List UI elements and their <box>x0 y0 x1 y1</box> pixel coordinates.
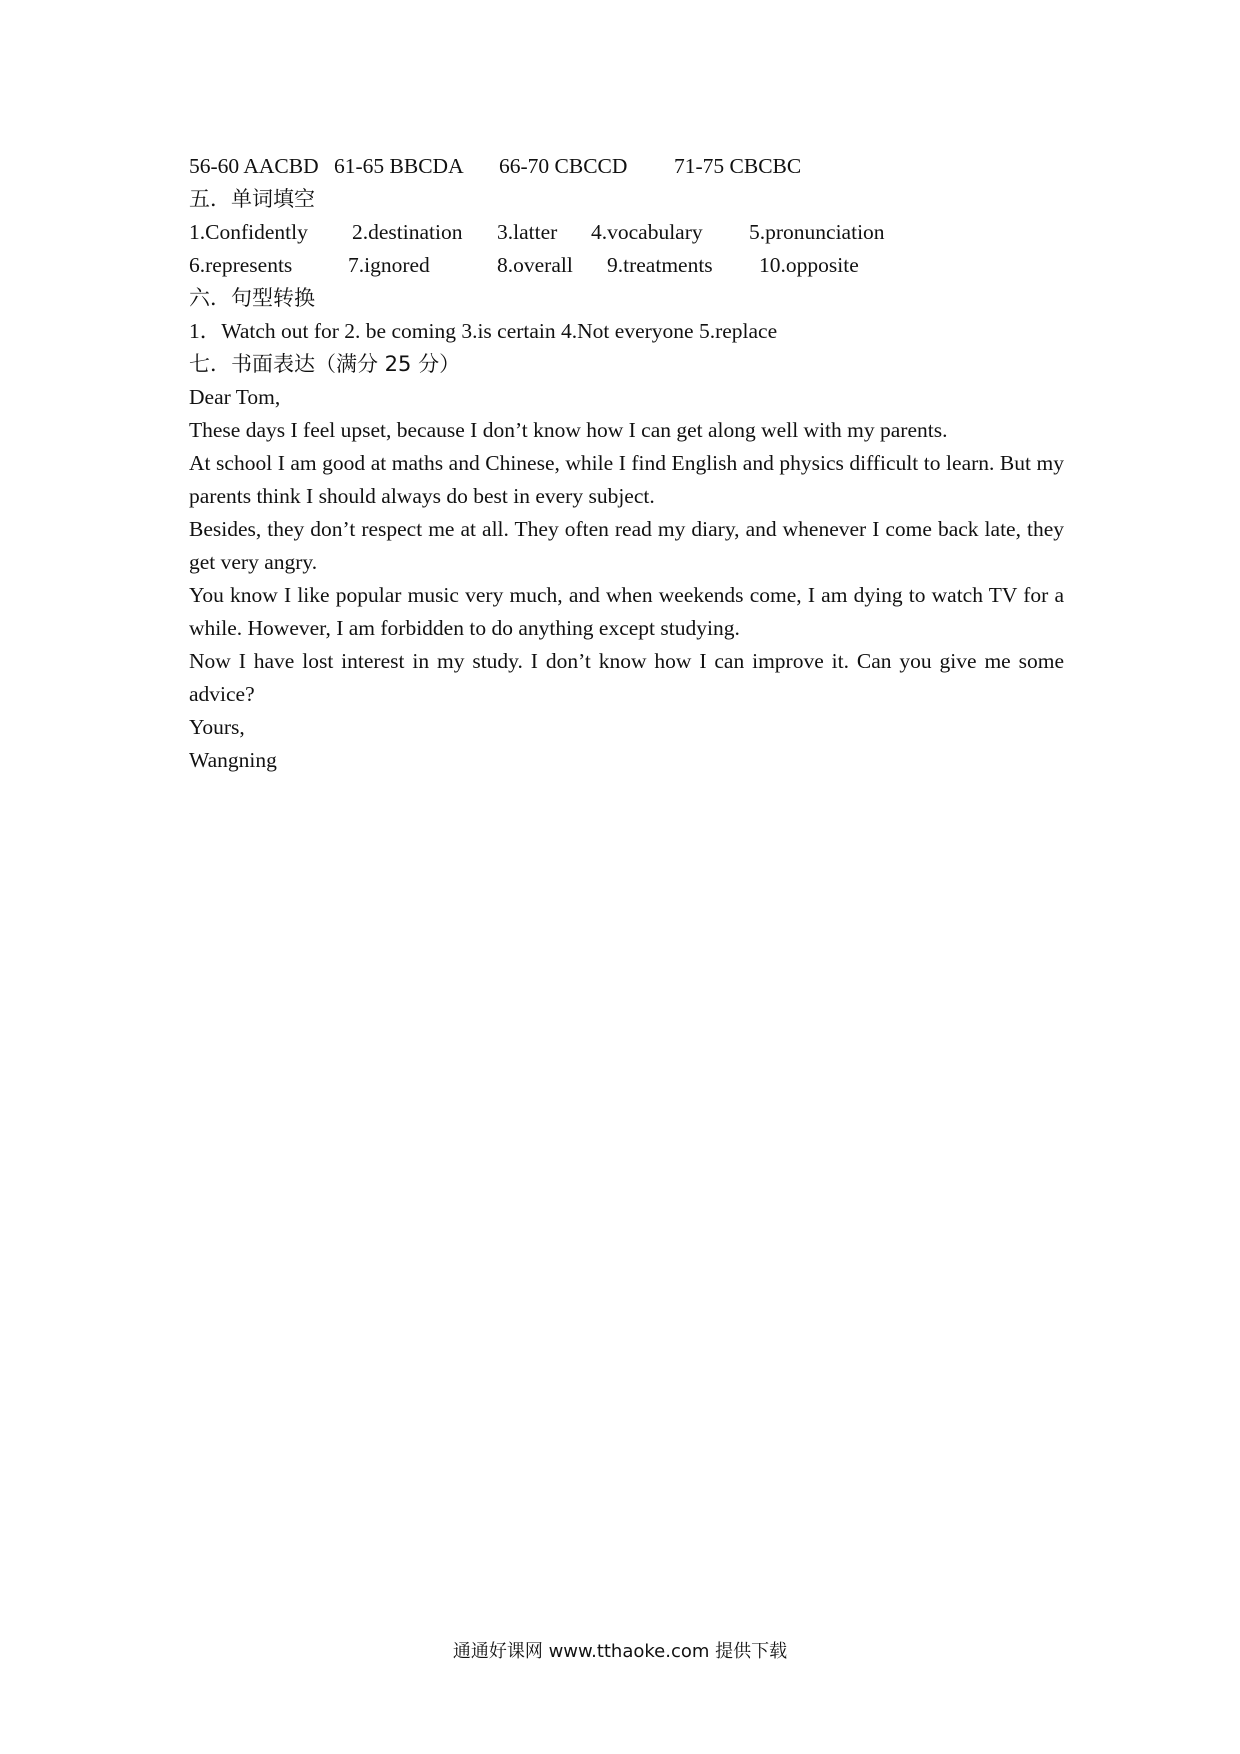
word-answer-5: 5.pronunciation <box>749 220 885 244</box>
word-answer-4: 4.vocabulary <box>591 220 703 244</box>
word-answer-1: 1.Confidently <box>189 220 308 244</box>
section6-heading: 六．句型转换 <box>189 286 315 310</box>
word-answer-10: 10.opposite <box>759 253 859 277</box>
word-answer-2: 2.destination <box>352 220 463 244</box>
word-fill-row-1 <box>189 216 1064 249</box>
mcq-group-2: 61-65 BBCDA <box>334 154 464 178</box>
mcq-group-1: 56-60 AACBD <box>189 154 319 178</box>
word-answer-3: 3.latter <box>497 220 558 244</box>
section5-heading: 五．单词填空 <box>189 187 315 211</box>
mcq-group-4: 71-75 CBCBC <box>674 154 802 178</box>
letter-paragraph-3: Besides, they don’t respect me at all. They often read my diary, and whenever I come back late, they get very angry. <box>189 517 1064 574</box>
word-answer-9: 9.treatments <box>607 253 713 277</box>
word-answer-8: 8.overall <box>497 253 573 277</box>
word-fill-row-2 <box>189 249 1064 282</box>
letter-paragraph-1: These days I feel upset, because I don’t know how I can get along well with my parents. <box>189 418 948 442</box>
answer-content <box>189 150 1064 777</box>
letter-paragraph-4: You know I like popular music very much, and when weekends come, I am dying to watch TV for a while. However, I am forbidden to do anything except studying. <box>189 583 1064 640</box>
page-footer: 通通好课网 www.tthaoke.com 提供下载 <box>452 1641 788 1662</box>
letter-greeting: Dear Tom, <box>189 385 281 409</box>
letter-closing: Yours, <box>189 715 245 739</box>
letter-paragraph-2: At school I am good at maths and Chinese, while I find English and physics difficult to learn. But my parents think I should always do best in every subject. <box>189 451 1064 508</box>
mcq-group-3: 66-70 CBCCD <box>499 154 628 178</box>
letter-signature: Wangning <box>189 748 277 772</box>
sentence-conversion-answers: 1．Watch out for 2. be coming 3.is certain 4.Not everyone 5.replace <box>189 319 778 343</box>
word-answer-6: 6.represents <box>189 253 293 277</box>
word-answer-7: 7.ignored <box>348 253 430 277</box>
letter-paragraph-5: Now I have lost interest in my study. I don’t know how I can improve it. Can you give me some advice? <box>189 649 1064 706</box>
section7-heading: 七．书面表达（满分 25 分） <box>189 352 461 376</box>
mcq-answers-row <box>189 150 1064 183</box>
